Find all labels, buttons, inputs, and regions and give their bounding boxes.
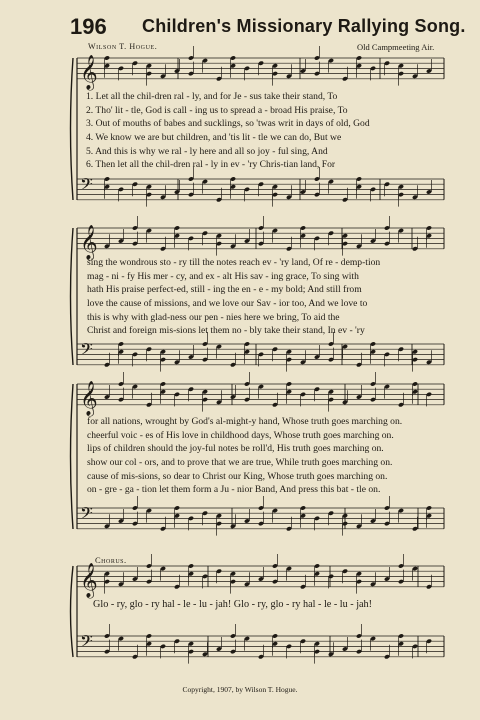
verse-line: 6. Then let all the chil-dren ral - ly in ev - 'ry Chris-tian land, For: [86, 159, 336, 171]
system-brace: [71, 384, 74, 529]
verse-line: 3. Out of mouths of babes and sucklings, so 'twas writ in days of old, God: [86, 118, 370, 130]
hymn-number: 196: [70, 14, 107, 39]
clef: 𝄞: [80, 381, 98, 416]
verse-line: show our col - ors, and to prove that we are true, While truth goes marching on.: [87, 457, 393, 469]
clef: 𝄢: [80, 503, 93, 527]
system-2-lyrics: [87, 256, 380, 338]
clef: 𝄞: [80, 563, 98, 598]
verse-line: 4. We know we are but children, and 'tis lit - tle we can do, But we: [86, 132, 342, 144]
verse-line: mag - ni - fy His mer - cy, and ex - alt His sav - ing grace, To sing with: [87, 270, 359, 282]
verse-line: this is why with glad-ness our pen - nies here we bring, To aid the: [87, 311, 340, 323]
verse-line: love the cause of missions, and we love our Sav - ior too, And we love to: [87, 298, 368, 310]
verse-line: on - gre - ga - tion let them form a Ju - nior Band, And press this bat - tle on.: [87, 484, 381, 496]
verse-line: sing the wondrous sto - ry till the notes reach ev - 'ry land, Of re - demp-tion: [87, 257, 381, 268]
verse-line: 1. Let all the chil-dren ral - ly, and for Je - sus take their stand, To: [86, 91, 338, 102]
verse-line: Christ and foreign mis-sions let them no - bly take their stand, In ev - 'ry: [87, 325, 365, 337]
verse-line: 5. And this is why we ral - ly here and all so joy - ful sing, And: [86, 145, 328, 157]
verse-line: for all nations, wrought by God's al-might-y hand, Whose truth goes marching on.: [87, 416, 403, 427]
system-brace: [71, 58, 74, 200]
clef: 𝄞: [80, 55, 98, 90]
chorus-lyric: Glo - ry, glo - ry hal - le - lu - jah! Glo - ry, glo - ry hal - le - lu - jah!: [93, 599, 373, 610]
clef: 𝄢: [80, 174, 93, 198]
verse-line: hath His praise perfect-ed, still - ing the en - e - my bold; And still from: [87, 284, 362, 296]
tune-name: Old Campmeeting Air.: [357, 42, 435, 52]
clef: 𝄞: [80, 225, 98, 260]
system-1-lyrics: [86, 90, 370, 172]
verse-line: cause of mis-sions, so dear to Christ our King, Whose truth goes marching on.: [87, 470, 388, 482]
system-brace: [71, 228, 74, 365]
clef: 𝄢: [80, 339, 93, 363]
system-brace: [71, 566, 74, 657]
verse-line: cheerful voic - es of His love in childhood days, Whose truth goes marching on.: [87, 429, 394, 441]
verse-line: lips of children should the joy-ful notes be roll'd, His truth goes marching on.: [87, 443, 384, 455]
hymn-author: Wilson T. Hogue.: [88, 42, 158, 51]
copyright-notice: Copyright, 1907, by Wilson T. Hogue.: [182, 685, 298, 694]
clef: 𝄢: [80, 631, 93, 655]
verse-line: 2. Tho' lit - tle, God is call - ing us to spread a - broad His praise, To: [86, 104, 348, 116]
hymn-title: Children's Missionary Rallying Song.: [142, 16, 466, 36]
chorus-label: Chorus.: [95, 555, 127, 565]
system-3-lyrics: [87, 415, 402, 497]
